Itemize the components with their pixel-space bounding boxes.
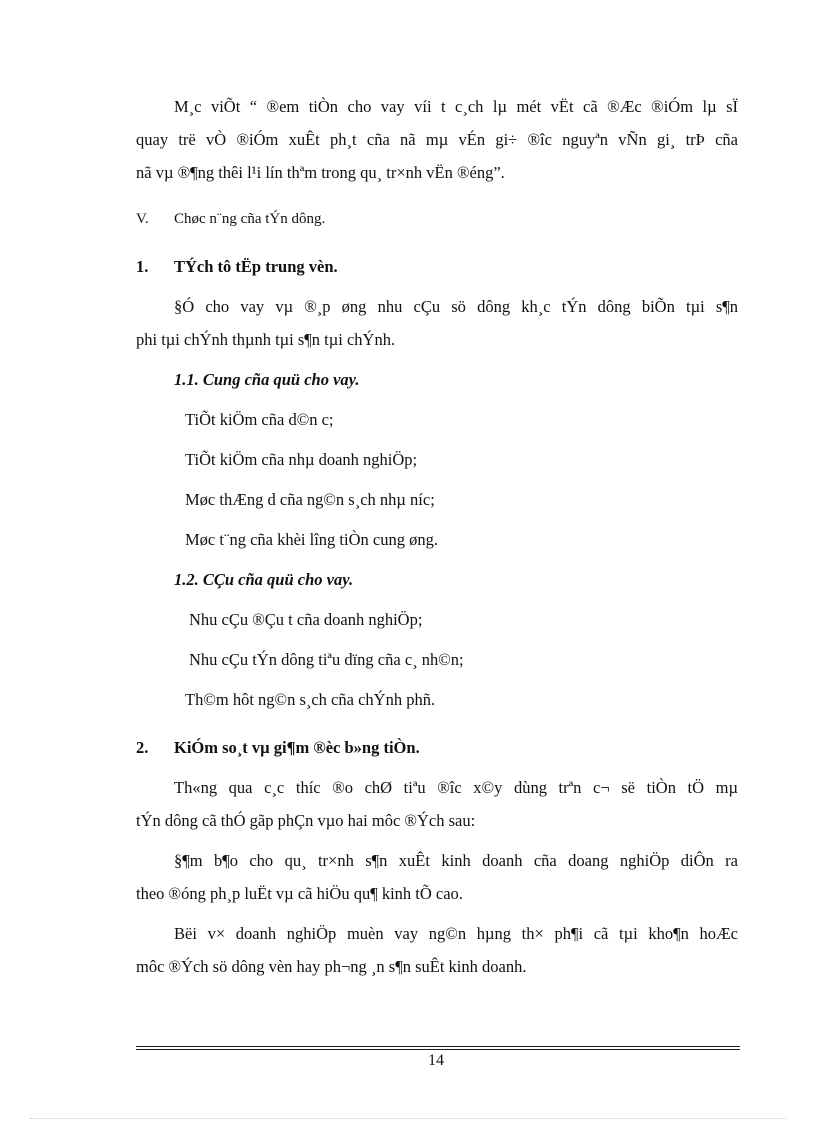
heading-title: KiÓm so¸t vµ gi¶m ®èc b»ng tiÒn.	[174, 738, 420, 757]
footer-rule-top	[136, 1046, 740, 1047]
list-item: Nhu cÇu ®Çu t cña doanh nghiÖp;	[189, 610, 423, 629]
page-number: 14	[428, 1052, 444, 1069]
paragraph-line: nã vµ ®¶ng thêi l¹i lín thªm trong qu¸ tr×nh vËn ®éng”.	[136, 163, 505, 182]
footer-rule-bottom	[136, 1049, 740, 1050]
heading-2	[136, 737, 420, 759]
paragraph-line: theo ®óng ph¸p luËt vµ cã hiÖu qu¶ kinh tÕ cao.	[136, 884, 463, 903]
list-item: Møc t¨ng cña khèi lîng tiÒn cung øng.	[185, 530, 438, 549]
subheading-1-1: 1.1. Cung cña quü cho vay.	[174, 370, 360, 389]
subheading-1-2: 1.2. CÇu cña quü cho vay.	[174, 570, 354, 589]
page-edge-divider	[30, 1118, 786, 1119]
section-heading-v	[136, 208, 325, 230]
heading-number: 1.	[136, 257, 149, 276]
paragraph-line: §Ó cho vay vµ ®¸p øng nhu cÇu sö dông kh¸c tÝn dông biÕn tµi s¶n	[174, 297, 738, 316]
paragraph-line: M¸c viÕt “ ®em tiÒn cho vay víi t c¸ch lµ mét vËt cã ®Æc ®iÓm lµ sÏ	[174, 97, 738, 116]
paragraph-line: phi tµi chÝnh thµnh tµi s¶n tµi chÝnh.	[136, 330, 396, 349]
list-item: Th©m hôt ng©n s¸ch cña chÝnh phñ.	[185, 690, 436, 709]
heading-title: TÝch tô tËp trung vèn.	[174, 257, 338, 276]
paragraph-line: §¶m b¶o cho qu¸ tr×nh s¶n xuÊt kinh doanh cña doang nghiÖp diÔn ra	[174, 851, 738, 870]
list-item: TiÕt kiÖm cña nhµ doanh nghiÖp;	[185, 450, 418, 469]
paragraph-line: môc ®Ých sö dông vèn hay ph¬ng ¸n s¶n suÊt kinh doanh.	[136, 957, 527, 976]
section-title: Chøc n¨ng cña tÝn dông.	[174, 211, 326, 227]
heading-1	[136, 256, 338, 278]
paragraph-line: tÝn dông cã thÓ gãp phÇn vµo hai môc ®Ých sau:	[136, 811, 476, 830]
list-item: Nhu cÇu tÝn dông tiªu dïng cña c¸ nh©n;	[189, 650, 464, 669]
paragraph-line: Th«ng qua c¸c thíc ®o chØ tiªu ®îc x©y dùng trªn c¬ së tiÒn tÖ mµ	[174, 778, 738, 797]
paragraph-line: Bëi v× doanh nghiÖp muèn vay ng©n hµng th× ph¶i cã tµi kho¶n hoÆc	[174, 924, 738, 943]
paragraph-line: quay trë vÒ ®iÓm xuÊt ph¸t cña nã mµ vÉn gi÷ ®îc nguyªn vÑn gi¸ trÞ cña	[136, 130, 738, 149]
list-item: TiÕt kiÖm cña d©n c;	[185, 410, 334, 429]
heading-number: 2.	[136, 738, 149, 757]
list-item: Møc thÆng d cña ng©n s¸ch nhµ níc;	[185, 490, 435, 509]
section-number: V.	[136, 211, 149, 227]
